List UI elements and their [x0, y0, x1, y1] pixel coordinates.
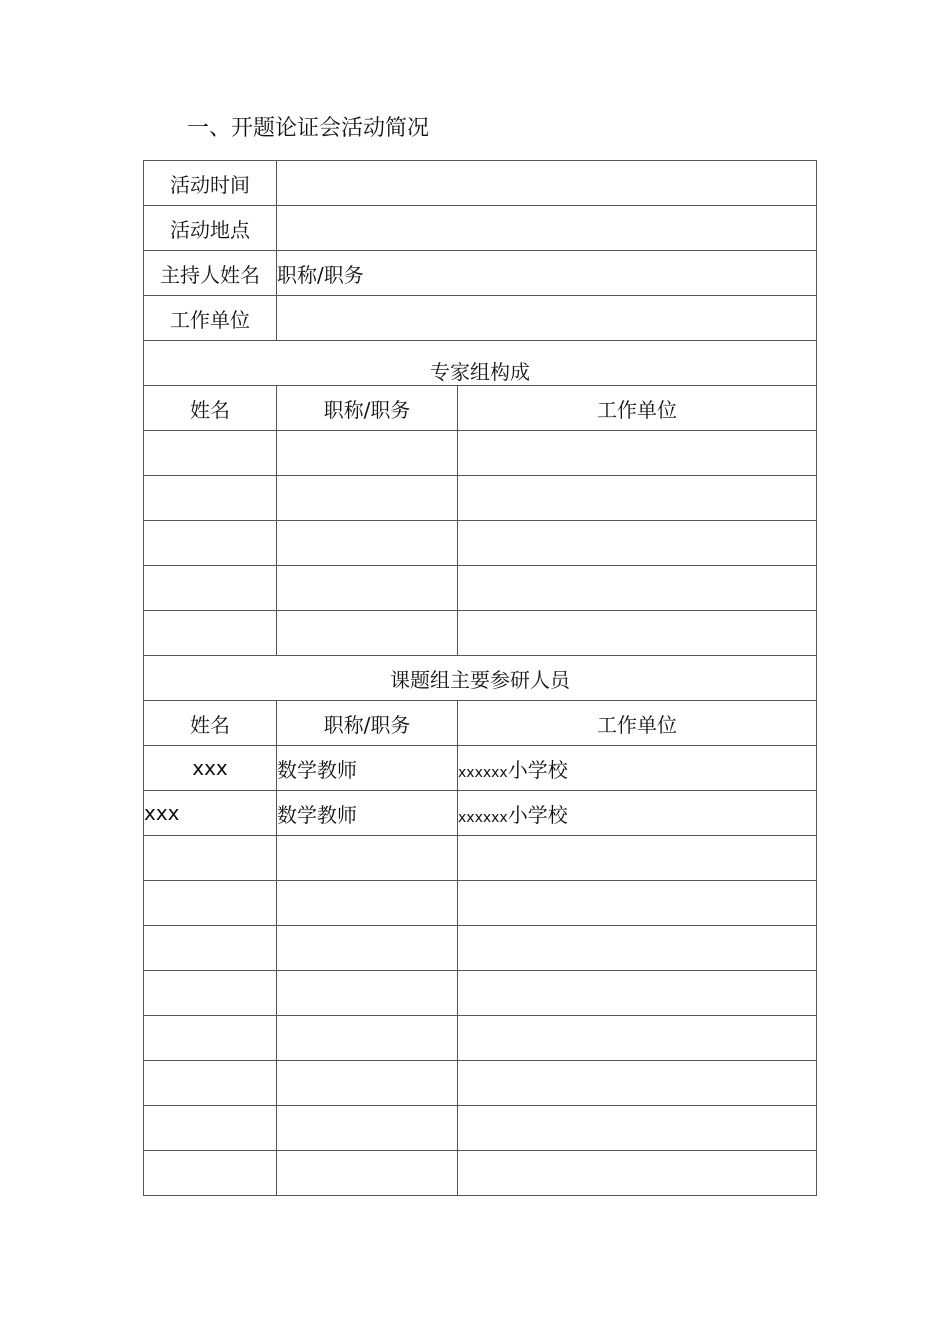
table-row [144, 1016, 817, 1061]
member-unit-cell[interactable] [458, 1106, 817, 1151]
table-row [144, 791, 817, 836]
table-row [144, 521, 817, 566]
research-group-heading: 课题组主要参研人员 [144, 656, 817, 701]
member-name-cell[interactable] [144, 971, 277, 1016]
table-row [144, 971, 817, 1016]
member-title-cell[interactable] [277, 881, 458, 926]
activity-place-value[interactable] [277, 206, 817, 251]
member-unit-suffix: 小学校 [507, 757, 568, 782]
member-title-cell[interactable] [277, 1016, 458, 1061]
activity-time-value[interactable] [277, 161, 817, 206]
table-row [144, 746, 817, 791]
member-title-cell[interactable] [277, 971, 458, 1016]
work-unit-label: 工作单位 [144, 296, 277, 341]
expert-name-cell[interactable] [144, 566, 277, 611]
table-row [144, 1061, 817, 1106]
member-unit-prefix: xxxxxx [458, 809, 508, 826]
member-title-cell[interactable] [277, 1061, 458, 1106]
expert-title-cell[interactable] [277, 476, 458, 521]
member-name-cell[interactable] [144, 1016, 277, 1061]
member-title-cell[interactable] [277, 1106, 458, 1151]
member-unit-cell[interactable] [458, 926, 817, 971]
column-header-title: 职称/职务 [277, 386, 458, 431]
expert-unit-cell[interactable] [458, 566, 817, 611]
member-name-cell[interactable]: xxx [144, 791, 277, 836]
member-unit-cell[interactable] [458, 836, 817, 881]
table-row [144, 836, 817, 881]
member-title-cell[interactable] [277, 1151, 458, 1196]
expert-group-heading-row [144, 341, 817, 386]
host-name-label: 主持人姓名 [144, 251, 277, 296]
page-title: 一、开题论证会活动简况 [187, 116, 430, 141]
host-row [144, 251, 817, 296]
member-unit-cell[interactable] [458, 881, 817, 926]
member-name-cell[interactable]: xxx [144, 746, 277, 791]
table-row [144, 881, 817, 926]
table-row [144, 566, 817, 611]
expert-group-heading: 专家组构成 [144, 341, 817, 386]
column-header-name: 姓名 [144, 701, 277, 746]
activity-place-row [144, 206, 817, 251]
expert-name-cell[interactable] [144, 476, 277, 521]
member-unit-cell[interactable] [458, 746, 817, 791]
research-group-header-row [144, 701, 817, 746]
member-unit-suffix: 小学校 [507, 802, 568, 827]
work-unit-row [144, 296, 817, 341]
expert-unit-cell[interactable] [458, 476, 817, 521]
table-row [144, 1106, 817, 1151]
expert-title-cell[interactable] [277, 611, 458, 656]
member-name-cell[interactable] [144, 1061, 277, 1106]
member-unit-cell[interactable] [458, 1016, 817, 1061]
host-title-label: 职称/职务 [277, 251, 817, 296]
activity-summary-table [143, 160, 817, 1196]
column-header-name: 姓名 [144, 386, 277, 431]
expert-name-cell[interactable] [144, 431, 277, 476]
member-unit-cell[interactable] [458, 791, 817, 836]
member-name-cell[interactable] [144, 1151, 277, 1196]
activity-time-row [144, 161, 817, 206]
member-title-cell[interactable]: 数学教师 [277, 791, 458, 836]
member-unit-cell[interactable] [458, 1061, 817, 1106]
expert-name-cell[interactable] [144, 611, 277, 656]
member-name-cell[interactable] [144, 926, 277, 971]
table-row [144, 431, 817, 476]
member-title-cell[interactable]: 数学教师 [277, 746, 458, 791]
expert-group-header-row [144, 386, 817, 431]
member-name-cell[interactable] [144, 836, 277, 881]
column-header-title: 职称/职务 [277, 701, 458, 746]
expert-unit-cell[interactable] [458, 521, 817, 566]
activity-place-label: 活动地点 [144, 206, 277, 251]
activity-time-label: 活动时间 [144, 161, 277, 206]
column-header-unit: 工作单位 [458, 386, 817, 431]
table-row [144, 1151, 817, 1196]
member-unit-cell[interactable] [458, 1151, 817, 1196]
table-row [144, 476, 817, 521]
expert-name-cell[interactable] [144, 521, 277, 566]
work-unit-value[interactable] [277, 296, 817, 341]
expert-title-cell[interactable] [277, 431, 458, 476]
column-header-unit: 工作单位 [458, 701, 817, 746]
member-name-cell[interactable] [144, 881, 277, 926]
member-title-cell[interactable] [277, 836, 458, 881]
expert-title-cell[interactable] [277, 521, 458, 566]
member-name-cell[interactable] [144, 1106, 277, 1151]
research-group-heading-row [144, 656, 817, 701]
member-title-cell[interactable] [277, 926, 458, 971]
expert-unit-cell[interactable] [458, 611, 817, 656]
table-row [144, 611, 817, 656]
table-row [144, 926, 817, 971]
member-unit-cell[interactable] [458, 971, 817, 1016]
expert-title-cell[interactable] [277, 566, 458, 611]
expert-unit-cell[interactable] [458, 431, 817, 476]
member-unit-prefix: xxxxxx [458, 764, 508, 781]
